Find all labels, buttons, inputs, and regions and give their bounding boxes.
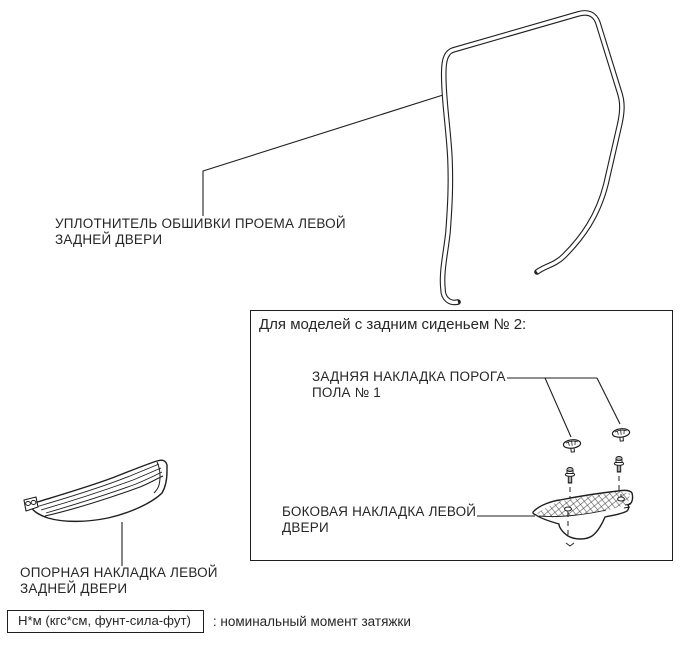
door-side-plate-label-line2: ДВЕРИ — [282, 519, 329, 535]
inset-box-title: Для моделей с задним сиденьем № 2: — [259, 316, 527, 333]
weatherstrip-leader-line — [203, 95, 443, 216]
support-plate-label-line1: ОПОРНАЯ НАКЛАДКА ЛЕВОЙ — [20, 565, 218, 580]
door-side-plate-label-line1: БОКОВАЯ НАКЛАДКА ЛЕВОЙ — [282, 504, 477, 519]
support-plate-label — [20, 565, 218, 596]
weatherstrip-drawing — [443, 13, 622, 303]
torque-legend — [7, 610, 411, 633]
weatherstrip-label-line1: УПЛОТНИТЕЛЬ ОБШИВКИ ПРОЕМА ЛЕВОЙ — [55, 216, 346, 231]
torque-units-box: Н*м (кгс*см, фунт-сила-фут) — [7, 610, 204, 633]
rear-sill-plate-label-line1: ЗАДНЯЯ НАКЛАДКА ПОРОГА — [312, 369, 506, 384]
rear-sill-plate-label — [312, 369, 506, 400]
torque-note: : номинальный момент затяжки — [212, 614, 411, 629]
door-side-plate-label — [282, 504, 476, 535]
weatherstrip-label-line2: ЗАДНЕЙ ДВЕРИ — [55, 231, 163, 247]
rear-sill-plate-label-line2: ПОЛА № 1 — [312, 384, 382, 400]
weatherstrip-label — [55, 216, 346, 247]
support-plate-drawing — [24, 460, 167, 521]
support-plate-label-line2: ЗАДНЕЙ ДВЕРИ — [20, 580, 128, 596]
